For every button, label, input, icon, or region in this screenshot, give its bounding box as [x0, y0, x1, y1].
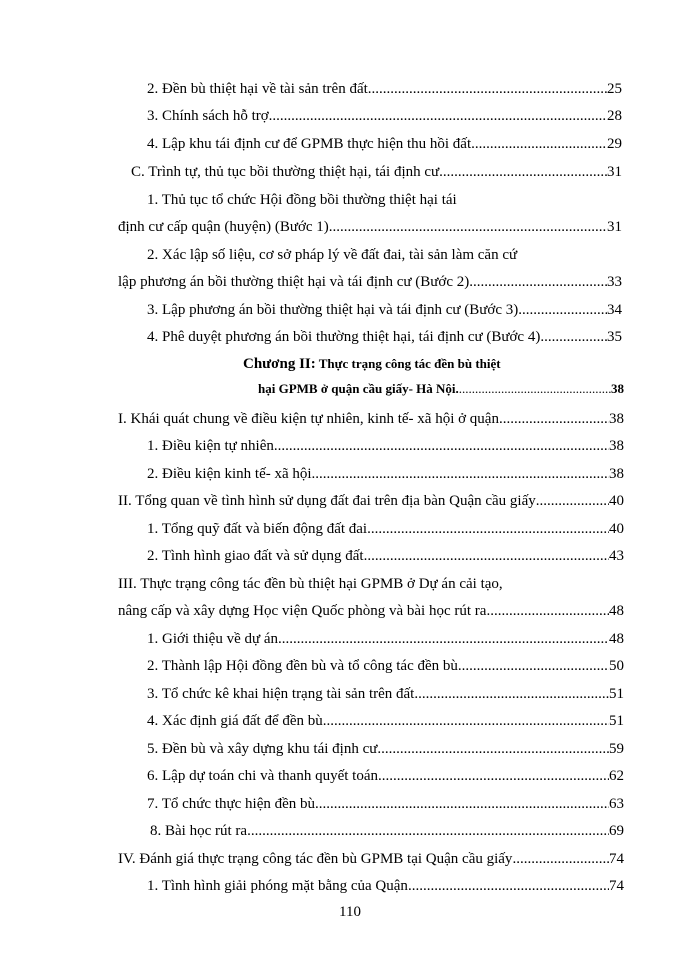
toc-entry[interactable]: [150, 822, 624, 840]
leader-dots: [247, 822, 609, 840]
chapter-label: Chương II:: [243, 356, 316, 372]
toc-entry[interactable]: [147, 740, 624, 758]
toc-entry-page: 33: [607, 274, 622, 290]
toc-entry-page: 51: [609, 713, 624, 729]
toc-entry-title: 4. Phê duyệt phương án bồi thường thiệt hại, tái định cư (Bước 4): [147, 329, 541, 345]
toc-entry[interactable]: [147, 657, 624, 675]
toc-entry[interactable]: [147, 437, 624, 455]
leader-dots: [499, 410, 609, 428]
leader-dots: [278, 630, 609, 648]
toc-entry[interactable]: [147, 80, 622, 98]
toc-entry-title: 2. Điều kiện kinh tế- xã hội: [147, 466, 312, 482]
chapter-title-line1: Thực trạng công tác đền bù thiệt: [318, 356, 501, 371]
leader-dots: [274, 437, 609, 455]
toc-entry[interactable]: [147, 107, 622, 125]
leader-dots: [364, 547, 609, 565]
toc-entry-title: 4. Xác định giá đất để đền bù: [147, 713, 323, 729]
toc-entry-title: định cư cấp quận (huyện) (Bước 1): [118, 219, 329, 235]
toc-entry[interactable]: [147, 630, 624, 648]
toc-entry-page: 69: [609, 823, 624, 839]
toc-entry-page: 29: [607, 136, 622, 152]
toc-entry[interactable]: [147, 465, 624, 483]
toc-entry-line: 2. Xác lập số liệu, cơ sở pháp lý về đất đai, tài sản làm căn cứ: [147, 247, 518, 263]
toc-entry-title: IV. Đánh giá thực trạng công tác đền bù GPMB tại Quận cầu giấy: [118, 851, 513, 867]
toc-entry-title: nâng cấp và xây dựng Học viện Quốc phòng và bài học rút ra: [118, 603, 487, 619]
leader-dots: [414, 685, 609, 703]
toc-entry[interactable]: [147, 712, 624, 730]
toc-entry-title: 5. Đền bù và xây dựng khu tái định cư: [147, 741, 378, 757]
toc-entry-page: 35: [607, 329, 622, 345]
toc-entry-page: 59: [609, 741, 624, 757]
leader-dots: [486, 602, 609, 620]
leader-dots: [368, 80, 607, 98]
chapter-heading: [243, 356, 501, 372]
toc-entry-title: I. Khái quát chung về điều kiện tự nhiên, kinh tế- xã hội ở quận: [118, 411, 499, 427]
toc-entry-title: II. Tổng quan về tình hình sử dụng đất đai trên địa bàn Quận cầu giấy: [118, 493, 536, 509]
toc-entry-page: 34: [607, 302, 622, 318]
toc-entry[interactable]: [147, 301, 622, 319]
leader-dots: [329, 218, 607, 236]
chapter-title-line2: hại GPMB ở quận cầu giấy- Hà Nội.: [258, 381, 459, 396]
toc-entry-title: 1. Giới thiệu về dự án: [147, 631, 279, 647]
toc-entry-page: 51: [609, 686, 624, 702]
toc-entry[interactable]: [147, 685, 624, 703]
toc-entry-line: III. Thực trạng công tác đền bù thiệt hại GPMB ở Dự án cải tạo,: [118, 576, 503, 592]
chapter-heading-line2[interactable]: [258, 381, 624, 397]
leader-dots: [408, 877, 609, 895]
toc-entry-page: 28: [607, 108, 622, 124]
toc-entry[interactable]: [118, 218, 622, 236]
toc-entry-title: 2. Thành lập Hội đồng đền bù và tổ công tác đền bù: [147, 658, 458, 674]
leader-dots: [512, 850, 609, 868]
toc-entry[interactable]: [147, 328, 622, 346]
toc-entry-page: 25: [607, 81, 622, 97]
toc-entry[interactable]: [118, 492, 624, 510]
toc-entry-title: 2. Đền bù thiệt hại về tài sản trên đất: [147, 81, 368, 97]
toc-entry-page: 74: [609, 878, 624, 894]
toc-entry-page: 38: [609, 438, 624, 454]
toc-entry[interactable]: [147, 767, 624, 785]
toc-entry-title: 1. Điều kiện tự nhiên: [147, 438, 274, 454]
toc-entry-page: 48: [609, 631, 624, 647]
toc-entry-page: 31: [607, 164, 622, 180]
leader-dots: [536, 492, 609, 510]
toc-entry[interactable]: [147, 135, 622, 153]
leader-dots: [518, 301, 607, 319]
toc-entry-title: 8. Bài học rút ra: [150, 823, 248, 839]
toc-entry[interactable]: [147, 795, 624, 813]
toc-entry-page: 74: [609, 851, 624, 867]
leader-dots: [378, 767, 609, 785]
leader-dots: [315, 795, 609, 813]
toc-entry-title: 3. Chính sách hỗ trợ: [147, 108, 269, 124]
toc-entry[interactable]: [118, 273, 622, 291]
toc-entry-page: 50: [609, 658, 624, 674]
toc-entry[interactable]: [118, 602, 624, 620]
toc-entry-page: 63: [609, 796, 624, 812]
toc-entry-title: 7. Tổ chức thực hiện đền bù: [147, 796, 316, 812]
leader-dots: [269, 107, 607, 125]
leader-dots: [459, 381, 611, 397]
toc-entry-title: 6. Lập dự toán chi và thanh quyết toán: [147, 768, 378, 784]
chapter-page: 38: [611, 381, 624, 396]
toc-entry-page: 40: [609, 493, 624, 509]
toc-entry[interactable]: [147, 520, 624, 538]
toc-entry-title: lập phương án bồi thường thiệt hại và tái định cư (Bước 2): [118, 274, 470, 290]
toc-entry-page: 62: [609, 768, 624, 784]
toc-entry-title: 1. Tổng quỹ đất và biến động đất đai: [147, 521, 368, 537]
leader-dots: [540, 328, 607, 346]
page-number: 110: [339, 904, 361, 920]
toc-entry-title: 3. Lập phương án bồi thường thiệt hại và tái định cư (Bước 3): [147, 302, 519, 318]
leader-dots: [312, 465, 609, 483]
toc-entry[interactable]: [118, 410, 624, 428]
toc-entry-title: 1. Tình hình giải phóng mặt bằng của Quận: [147, 878, 408, 894]
leader-dots: [377, 740, 609, 758]
toc-entry-title: 2. Tình hình giao đất và sử dụng đất: [147, 548, 364, 564]
toc-entry-page: 31: [607, 219, 622, 235]
leader-dots: [471, 135, 607, 153]
toc-entry[interactable]: [118, 850, 624, 868]
toc-entry-page: 38: [609, 411, 624, 427]
toc-entry-page: 43: [609, 548, 624, 564]
toc-entry-title: 4. Lập khu tái định cư để GPMB thực hiện thu hồi đất: [147, 136, 472, 152]
toc-entry[interactable]: [147, 877, 624, 895]
leader-dots: [323, 712, 609, 730]
toc-entry-page: 38: [609, 466, 624, 482]
toc-entry[interactable]: [147, 547, 624, 565]
toc-entry-page: 48: [609, 603, 624, 619]
toc-entry-title: C. Trình tự, thủ tục bồi thường thiệt hại, tái định cư: [131, 164, 440, 180]
toc-entry[interactable]: [131, 163, 622, 181]
leader-dots: [367, 520, 609, 538]
leader-dots: [469, 273, 607, 291]
toc-entry-line: 1. Thủ tục tổ chức Hội đồng bồi thường thiệt hại tái: [147, 192, 457, 208]
leader-dots: [439, 163, 607, 181]
toc-entry-page: 40: [609, 521, 624, 537]
toc-entry-title: 3. Tổ chức kê khai hiện trạng tài sản trên đất: [147, 686, 415, 702]
leader-dots: [458, 657, 609, 675]
